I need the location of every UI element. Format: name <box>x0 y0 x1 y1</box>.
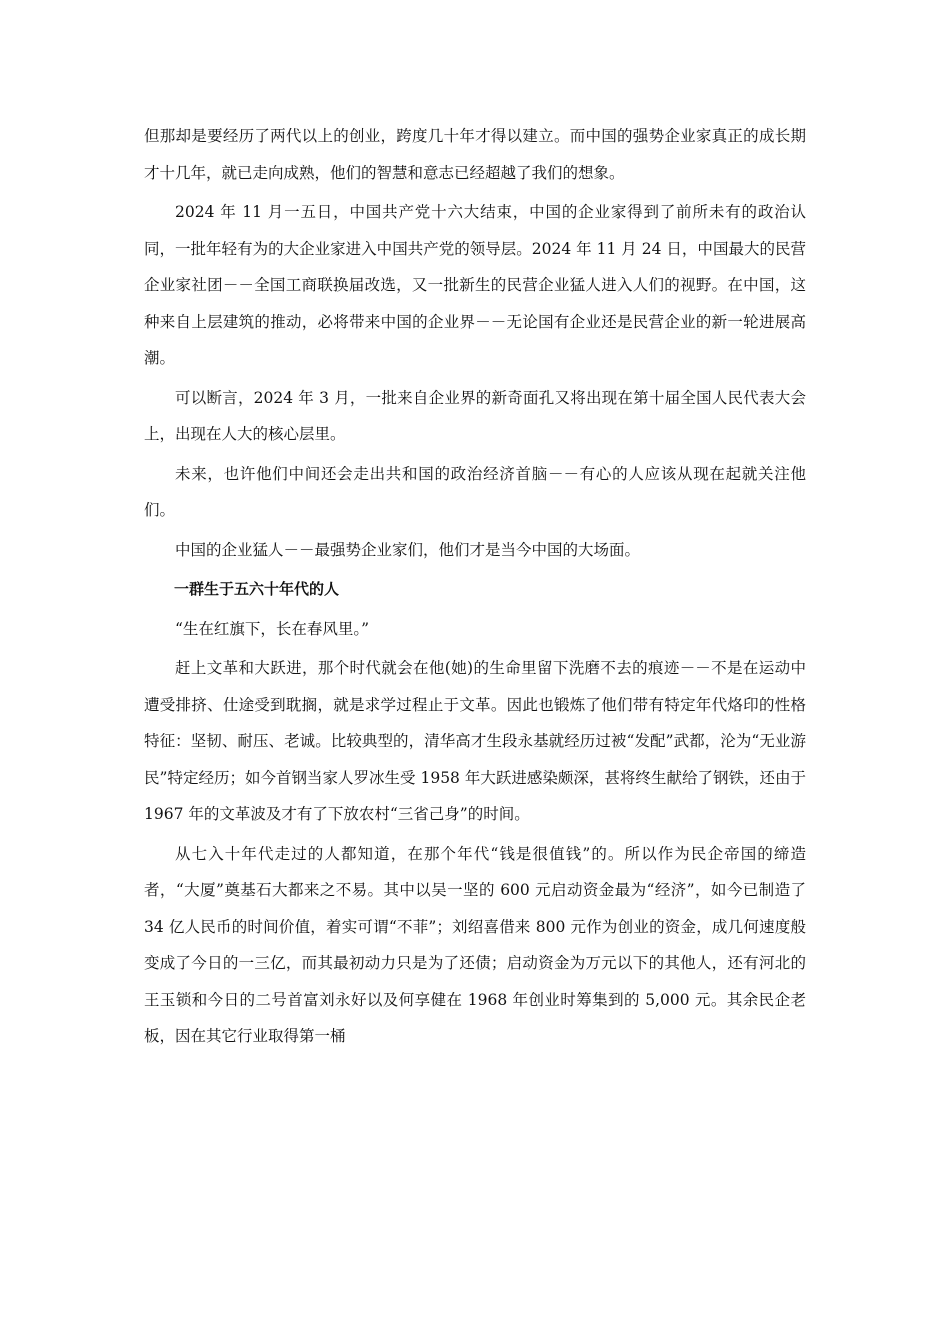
paragraph: 中国的企业猛人－－最强势企业家们，他们才是当今中国的大场面。 <box>175 540 641 559</box>
paragraph: 2024 年 11 月一五日，中国共产党十六大结束，中国的企业家得到了前所未有的政治认同，一批年轻有为的大企业家进入中国共产党的领导层。2024 年 11 月 24 日，中国最大的民营企业家社团－－全国工商联换届改选，又一批新生的民营企业猛人进入人们的视野。在中国，这种来自上层建筑的推动，必将带来中国的企业界－－无论国有企业还是民营企业的新一轮进展高潮。 <box>144 203 806 367</box>
paragraph: 可以断言，2024 年 3 月，一批来自企业界的新奇面孔又将出现在第十届全国人民代表大会上，出现在人大的核心层里。 <box>144 388 806 443</box>
paragraph: 赶上文革和大跃进，那个时代就会在他(她)的生命里留下洗磨不去的痕迹－－不是在运动中遭受排挤、仕途受到耽搁，就是求学过程止于文革。因此也锻炼了他们带有特定年代烙印的性格特征：坚韧、耐压、老诚。比较典型的，清华高才生段永基就经历过被“发配”武都，沦为“无业游民”特定经历；如今首钢当家人罗冰生受 1958 年大跃进感染颇深，甚将终生献给了钢铁，还由于 1967 年的文革波及才有了下放农村“三省己身”的时间。 <box>144 659 806 823</box>
paragraph-continued: 但那却是要经历了两代以上的创业，跨度几十年才得以建立。而中国的强势企业家真正的成长期才十几年，就已走向成熟，他们的智慧和意志已经超越了我们的想象。 <box>144 127 806 182</box>
document-body <box>144 118 806 1058</box>
paragraph-quote: “生在红旗下，长在春风里。” <box>175 619 370 638</box>
paragraph: 从七入十年代走过的人都知道，在那个年代“钱是很值钱”的。所以作为民企帝国的缔造者，“大厦”奠基石大都来之不易。其中以吴一坚的 600 元启动资金最为“经济”，如今已制造了 34 亿人民币的时间价值，着实可谓“不菲”；刘绍喜借来 800 元作为创业的资金，成几何速度般变成了今日的一三亿，而其最初动力只是为了还债；启动资金为万元以下的其他人，还有河北的王玉锁和今日的二号首富刘永好以及何享健在 1968 年创业时筹集到的 5,000 元。其余民企老板，因在其它行业取得第一桶 <box>144 844 806 1045</box>
paragraph: 未来，也许他们中间还会走出共和国的政治经济首脑－－有心的人应该从现在起就关注他们。 <box>144 464 806 519</box>
section-heading: 一群生于五六十年代的人 <box>174 580 340 598</box>
